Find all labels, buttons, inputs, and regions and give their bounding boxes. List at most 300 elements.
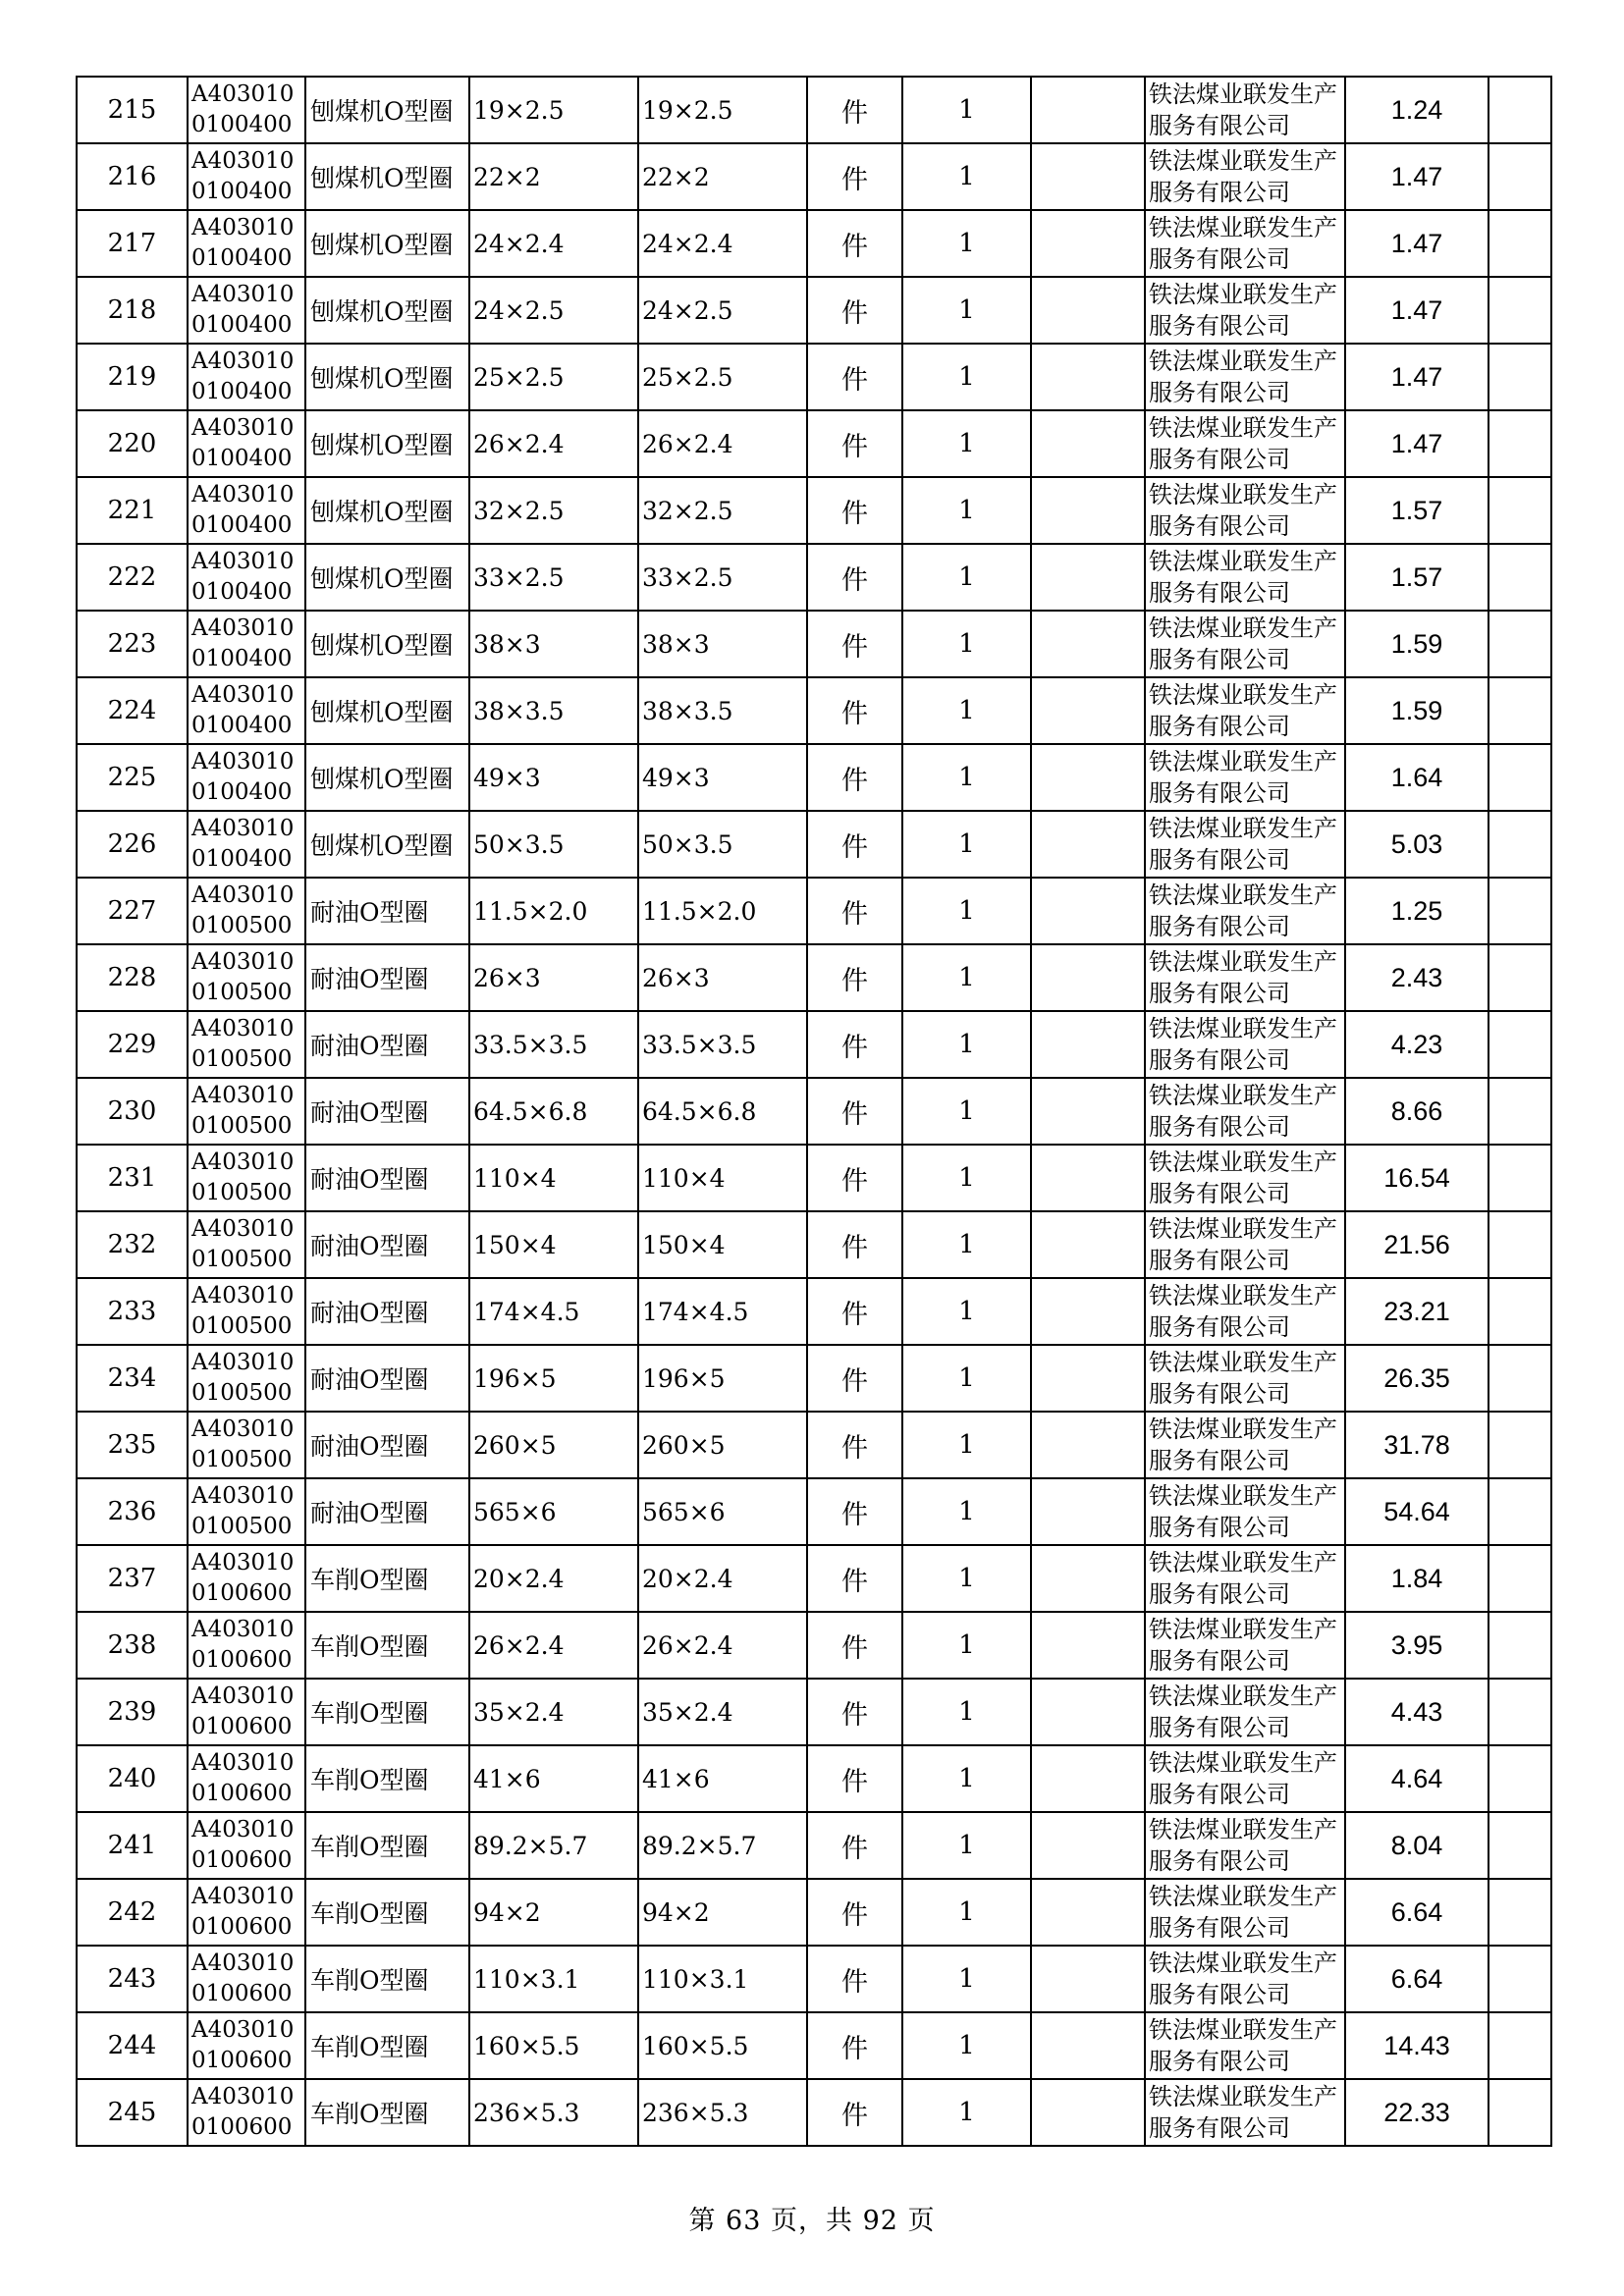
model: 110×3.1 xyxy=(638,1946,807,2012)
row-index: 243 xyxy=(77,1946,188,2012)
empty-cell xyxy=(1031,1745,1145,1812)
material-code: A4030100100400 xyxy=(188,210,305,277)
material-code: A4030100100500 xyxy=(188,1078,305,1145)
remarks-cell xyxy=(1489,1211,1551,1278)
unit: 件 xyxy=(807,277,902,344)
unit-price: 22.33 xyxy=(1345,2079,1489,2146)
quantity: 1 xyxy=(902,410,1031,477)
unit: 件 xyxy=(807,143,902,210)
supplier: 铁法煤业联发生产服务有限公司 xyxy=(1145,1879,1345,1946)
material-code: A4030100100500 xyxy=(188,1345,305,1412)
material-code: A4030100100600 xyxy=(188,2079,305,2146)
remarks-cell xyxy=(1489,1478,1551,1545)
supplier: 铁法煤业联发生产服务有限公司 xyxy=(1145,1612,1345,1679)
unit: 件 xyxy=(807,1078,902,1145)
unit-price: 5.03 xyxy=(1345,811,1489,878)
specification: 22×2 xyxy=(469,143,638,210)
table-row xyxy=(77,544,1551,611)
unit-price: 1.25 xyxy=(1345,878,1489,944)
model: 25×2.5 xyxy=(638,344,807,410)
material-name: 刨煤机O型圈 xyxy=(305,611,469,677)
remarks-cell xyxy=(1489,1078,1551,1145)
table-row xyxy=(77,811,1551,878)
row-index: 233 xyxy=(77,1278,188,1345)
row-index: 245 xyxy=(77,2079,188,2146)
material-name: 耐油O型圈 xyxy=(305,1478,469,1545)
specification: 236×5.3 xyxy=(469,2079,638,2146)
material-code: A4030100100400 xyxy=(188,611,305,677)
model: 50×3.5 xyxy=(638,811,807,878)
unit: 件 xyxy=(807,1345,902,1412)
row-index: 222 xyxy=(77,544,188,611)
quantity: 1 xyxy=(902,1011,1031,1078)
table-row xyxy=(77,277,1551,344)
table-row xyxy=(77,878,1551,944)
material-name: 车削O型圈 xyxy=(305,1812,469,1879)
supplier: 铁法煤业联发生产服务有限公司 xyxy=(1145,1679,1345,1745)
material-name: 车削O型圈 xyxy=(305,2079,469,2146)
quantity: 1 xyxy=(902,677,1031,744)
unit: 件 xyxy=(807,544,902,611)
table-row xyxy=(77,1745,1551,1812)
empty-cell xyxy=(1031,1278,1145,1345)
specification: 33×2.5 xyxy=(469,544,638,611)
material-code: A4030100100400 xyxy=(188,277,305,344)
specification: 49×3 xyxy=(469,744,638,811)
model: 89.2×5.7 xyxy=(638,1812,807,1879)
unit-price: 1.47 xyxy=(1345,344,1489,410)
specification: 19×2.5 xyxy=(469,77,638,143)
model: 20×2.4 xyxy=(638,1545,807,1612)
unit: 件 xyxy=(807,2079,902,2146)
material-code: A4030100100600 xyxy=(188,2012,305,2079)
material-name: 耐油O型圈 xyxy=(305,1011,469,1078)
model: 35×2.4 xyxy=(638,1679,807,1745)
quantity: 1 xyxy=(902,1812,1031,1879)
specification: 11.5×2.0 xyxy=(469,878,638,944)
unit-price: 1.47 xyxy=(1345,277,1489,344)
unit: 件 xyxy=(807,744,902,811)
row-index: 217 xyxy=(77,210,188,277)
remarks-cell xyxy=(1489,477,1551,544)
supplier: 铁法煤业联发生产服务有限公司 xyxy=(1145,477,1345,544)
table-row xyxy=(77,2012,1551,2079)
unit: 件 xyxy=(807,1145,902,1211)
unit-price: 6.64 xyxy=(1345,1879,1489,1946)
model: 24×2.4 xyxy=(638,210,807,277)
empty-cell xyxy=(1031,1812,1145,1879)
supplier: 铁法煤业联发生产服务有限公司 xyxy=(1145,1345,1345,1412)
supplier: 铁法煤业联发生产服务有限公司 xyxy=(1145,1145,1345,1211)
remarks-cell xyxy=(1489,1745,1551,1812)
supplier: 铁法煤业联发生产服务有限公司 xyxy=(1145,277,1345,344)
row-index: 236 xyxy=(77,1478,188,1545)
unit-price: 4.43 xyxy=(1345,1679,1489,1745)
remarks-cell xyxy=(1489,410,1551,477)
specification: 89.2×5.7 xyxy=(469,1812,638,1879)
remarks-cell xyxy=(1489,1946,1551,2012)
empty-cell xyxy=(1031,811,1145,878)
remarks-cell xyxy=(1489,1612,1551,1679)
quantity: 1 xyxy=(902,1679,1031,1745)
material-code: A4030100100500 xyxy=(188,1145,305,1211)
specification: 24×2.4 xyxy=(469,210,638,277)
table-row xyxy=(77,410,1551,477)
specification: 26×2.4 xyxy=(469,1612,638,1679)
material-name: 刨煤机O型圈 xyxy=(305,210,469,277)
unit: 件 xyxy=(807,77,902,143)
material-name: 耐油O型圈 xyxy=(305,1278,469,1345)
unit: 件 xyxy=(807,1812,902,1879)
specification: 174×4.5 xyxy=(469,1278,638,1345)
supplier: 铁法煤业联发生产服务有限公司 xyxy=(1145,1545,1345,1612)
material-name: 耐油O型圈 xyxy=(305,1078,469,1145)
row-index: 241 xyxy=(77,1812,188,1879)
empty-cell xyxy=(1031,2079,1145,2146)
table-row xyxy=(77,1078,1551,1145)
supplier: 铁法煤业联发生产服务有限公司 xyxy=(1145,1412,1345,1478)
quantity: 1 xyxy=(902,1879,1031,1946)
material-name: 耐油O型圈 xyxy=(305,878,469,944)
supplier: 铁法煤业联发生产服务有限公司 xyxy=(1145,2012,1345,2079)
supplier: 铁法煤业联发生产服务有限公司 xyxy=(1145,811,1345,878)
unit-price: 1.47 xyxy=(1345,143,1489,210)
specification: 25×2.5 xyxy=(469,344,638,410)
unit: 件 xyxy=(807,1946,902,2012)
remarks-cell xyxy=(1489,1412,1551,1478)
empty-cell xyxy=(1031,544,1145,611)
material-name: 刨煤机O型圈 xyxy=(305,677,469,744)
table-row xyxy=(77,1545,1551,1612)
empty-cell xyxy=(1031,677,1145,744)
specification: 160×5.5 xyxy=(469,2012,638,2079)
material-name: 刨煤机O型圈 xyxy=(305,277,469,344)
row-index: 227 xyxy=(77,878,188,944)
empty-cell xyxy=(1031,2012,1145,2079)
table-body xyxy=(77,77,1551,2146)
empty-cell xyxy=(1031,744,1145,811)
table-row xyxy=(77,477,1551,544)
quantity: 1 xyxy=(902,2079,1031,2146)
unit: 件 xyxy=(807,1612,902,1679)
row-index: 230 xyxy=(77,1078,188,1145)
material-name: 车削O型圈 xyxy=(305,1879,469,1946)
remarks-cell xyxy=(1489,544,1551,611)
material-code: A4030100100500 xyxy=(188,1011,305,1078)
material-name: 耐油O型圈 xyxy=(305,1211,469,1278)
quantity: 1 xyxy=(902,1946,1031,2012)
row-index: 232 xyxy=(77,1211,188,1278)
unit-price: 1.84 xyxy=(1345,1545,1489,1612)
empty-cell xyxy=(1031,611,1145,677)
supplier: 铁法煤业联发生产服务有限公司 xyxy=(1145,1211,1345,1278)
remarks-cell xyxy=(1489,744,1551,811)
supplier: 铁法煤业联发生产服务有限公司 xyxy=(1145,344,1345,410)
material-name: 车削O型圈 xyxy=(305,2012,469,2079)
model: 22×2 xyxy=(638,143,807,210)
material-code: A4030100100400 xyxy=(188,77,305,143)
unit: 件 xyxy=(807,1412,902,1478)
material-name: 刨煤机O型圈 xyxy=(305,744,469,811)
quantity: 1 xyxy=(902,143,1031,210)
material-name: 车削O型圈 xyxy=(305,1946,469,2012)
table-row xyxy=(77,1812,1551,1879)
unit-price: 1.64 xyxy=(1345,744,1489,811)
remarks-cell xyxy=(1489,1011,1551,1078)
material-name: 耐油O型圈 xyxy=(305,1345,469,1412)
specification: 50×3.5 xyxy=(469,811,638,878)
unit-price: 31.78 xyxy=(1345,1412,1489,1478)
specification: 32×2.5 xyxy=(469,477,638,544)
supplier: 铁法煤业联发生产服务有限公司 xyxy=(1145,1478,1345,1545)
model: 26×3 xyxy=(638,944,807,1011)
unit-price: 54.64 xyxy=(1345,1478,1489,1545)
supplier: 铁法煤业联发生产服务有限公司 xyxy=(1145,1078,1345,1145)
supplier: 铁法煤业联发生产服务有限公司 xyxy=(1145,2079,1345,2146)
table-row xyxy=(77,1278,1551,1345)
table-row xyxy=(77,1478,1551,1545)
material-name: 车削O型圈 xyxy=(305,1679,469,1745)
material-name: 刨煤机O型圈 xyxy=(305,477,469,544)
unit: 件 xyxy=(807,2012,902,2079)
material-name: 刨煤机O型圈 xyxy=(305,143,469,210)
quantity: 1 xyxy=(902,611,1031,677)
material-name: 耐油O型圈 xyxy=(305,944,469,1011)
supplier: 铁法煤业联发生产服务有限公司 xyxy=(1145,611,1345,677)
specification: 94×2 xyxy=(469,1879,638,1946)
specification: 20×2.4 xyxy=(469,1545,638,1612)
specification: 150×4 xyxy=(469,1211,638,1278)
model: 41×6 xyxy=(638,1745,807,1812)
empty-cell xyxy=(1031,1345,1145,1412)
unit-price: 1.47 xyxy=(1345,210,1489,277)
empty-cell xyxy=(1031,1612,1145,1679)
row-index: 231 xyxy=(77,1145,188,1211)
unit: 件 xyxy=(807,811,902,878)
quantity: 1 xyxy=(902,1745,1031,1812)
unit-price: 1.57 xyxy=(1345,477,1489,544)
table-row xyxy=(77,611,1551,677)
table-row xyxy=(77,944,1551,1011)
row-index: 226 xyxy=(77,811,188,878)
material-code: A4030100100500 xyxy=(188,1211,305,1278)
supplier: 铁法煤业联发生产服务有限公司 xyxy=(1145,1745,1345,1812)
row-index: 242 xyxy=(77,1879,188,1946)
quantity: 1 xyxy=(902,1345,1031,1412)
empty-cell xyxy=(1031,1879,1145,1946)
row-index: 228 xyxy=(77,944,188,1011)
remarks-cell xyxy=(1489,344,1551,410)
material-name: 耐油O型圈 xyxy=(305,1412,469,1478)
material-code: A4030100100400 xyxy=(188,344,305,410)
unit: 件 xyxy=(807,210,902,277)
material-name: 车削O型圈 xyxy=(305,1612,469,1679)
quantity: 1 xyxy=(902,210,1031,277)
supplier: 铁法煤业联发生产服务有限公司 xyxy=(1145,944,1345,1011)
page-footer: 第 63 页，共 92 页 xyxy=(688,2206,936,2236)
unit: 件 xyxy=(807,1211,902,1278)
remarks-cell xyxy=(1489,1545,1551,1612)
supplier: 铁法煤业联发生产服务有限公司 xyxy=(1145,1946,1345,2012)
material-name: 车削O型圈 xyxy=(305,1545,469,1612)
material-code: A4030100100600 xyxy=(188,1612,305,1679)
specification: 24×2.5 xyxy=(469,277,638,344)
unit: 件 xyxy=(807,344,902,410)
unit: 件 xyxy=(807,611,902,677)
row-index: 237 xyxy=(77,1545,188,1612)
specification: 33.5×3.5 xyxy=(469,1011,638,1078)
quantity: 1 xyxy=(902,811,1031,878)
row-index: 216 xyxy=(77,143,188,210)
quantity: 1 xyxy=(902,1545,1031,1612)
table-row xyxy=(77,1211,1551,1278)
remarks-cell xyxy=(1489,1278,1551,1345)
unit-price: 4.64 xyxy=(1345,1745,1489,1812)
empty-cell xyxy=(1031,210,1145,277)
material-name: 刨煤机O型圈 xyxy=(305,544,469,611)
model: 236×5.3 xyxy=(638,2079,807,2146)
row-index: 224 xyxy=(77,677,188,744)
table-row xyxy=(77,1345,1551,1412)
material-code: A4030100100500 xyxy=(188,878,305,944)
unit-price: 4.23 xyxy=(1345,1011,1489,1078)
empty-cell xyxy=(1031,944,1145,1011)
supplier: 铁法煤业联发生产服务有限公司 xyxy=(1145,1011,1345,1078)
unit: 件 xyxy=(807,1545,902,1612)
row-index: 240 xyxy=(77,1745,188,1812)
model: 196×5 xyxy=(638,1345,807,1412)
row-index: 215 xyxy=(77,77,188,143)
empty-cell xyxy=(1031,277,1145,344)
unit: 件 xyxy=(807,1478,902,1545)
quantity: 1 xyxy=(902,1278,1031,1345)
model: 160×5.5 xyxy=(638,2012,807,2079)
unit-price: 8.04 xyxy=(1345,1812,1489,1879)
empty-cell xyxy=(1031,1011,1145,1078)
remarks-cell xyxy=(1489,210,1551,277)
row-index: 219 xyxy=(77,344,188,410)
quantity: 1 xyxy=(902,1211,1031,1278)
unit: 件 xyxy=(807,1679,902,1745)
row-index: 244 xyxy=(77,2012,188,2079)
material-code: A4030100100600 xyxy=(188,1679,305,1745)
supplier: 铁法煤业联发生产服务有限公司 xyxy=(1145,544,1345,611)
remarks-cell xyxy=(1489,1345,1551,1412)
empty-cell xyxy=(1031,410,1145,477)
quantity: 1 xyxy=(902,277,1031,344)
remarks-cell xyxy=(1489,1812,1551,1879)
quantity: 1 xyxy=(902,1145,1031,1211)
row-index: 218 xyxy=(77,277,188,344)
model: 565×6 xyxy=(638,1478,807,1545)
table-row xyxy=(77,344,1551,410)
specification: 64.5×6.8 xyxy=(469,1078,638,1145)
table-row xyxy=(77,210,1551,277)
table-row xyxy=(77,1145,1551,1211)
supplier: 铁法煤业联发生产服务有限公司 xyxy=(1145,1812,1345,1879)
empty-cell xyxy=(1031,1412,1145,1478)
material-name: 车削O型圈 xyxy=(305,1745,469,1812)
row-index: 220 xyxy=(77,410,188,477)
remarks-cell xyxy=(1489,944,1551,1011)
unit-price: 14.43 xyxy=(1345,2012,1489,2079)
unit-price: 8.66 xyxy=(1345,1078,1489,1145)
model: 38×3.5 xyxy=(638,677,807,744)
model: 110×4 xyxy=(638,1145,807,1211)
specification: 38×3.5 xyxy=(469,677,638,744)
unit: 件 xyxy=(807,1011,902,1078)
supplier: 铁法煤业联发生产服务有限公司 xyxy=(1145,878,1345,944)
empty-cell xyxy=(1031,1145,1145,1211)
material-code: A4030100100400 xyxy=(188,677,305,744)
remarks-cell xyxy=(1489,811,1551,878)
material-code: A4030100100500 xyxy=(188,1412,305,1478)
remarks-cell xyxy=(1489,2012,1551,2079)
specification: 196×5 xyxy=(469,1345,638,1412)
unit-price: 1.47 xyxy=(1345,410,1489,477)
unit-price: 26.35 xyxy=(1345,1345,1489,1412)
material-name: 刨煤机O型圈 xyxy=(305,344,469,410)
unit-price: 2.43 xyxy=(1345,944,1489,1011)
quantity: 1 xyxy=(902,544,1031,611)
unit: 件 xyxy=(807,677,902,744)
material-code: A4030100100600 xyxy=(188,1745,305,1812)
specification: 110×3.1 xyxy=(469,1946,638,2012)
empty-cell xyxy=(1031,1078,1145,1145)
row-index: 238 xyxy=(77,1612,188,1679)
table-row xyxy=(77,1011,1551,1078)
quantity: 1 xyxy=(902,1412,1031,1478)
remarks-cell xyxy=(1489,277,1551,344)
quantity: 1 xyxy=(902,744,1031,811)
quantity: 1 xyxy=(902,344,1031,410)
table-row xyxy=(77,1679,1551,1745)
supplier: 铁法煤业联发生产服务有限公司 xyxy=(1145,1278,1345,1345)
unit: 件 xyxy=(807,477,902,544)
material-name: 刨煤机O型圈 xyxy=(305,811,469,878)
remarks-cell xyxy=(1489,611,1551,677)
row-index: 229 xyxy=(77,1011,188,1078)
table-row xyxy=(77,744,1551,811)
table-row xyxy=(77,1412,1551,1478)
remarks-cell xyxy=(1489,1679,1551,1745)
empty-cell xyxy=(1031,1478,1145,1545)
model: 49×3 xyxy=(638,744,807,811)
empty-cell xyxy=(1031,143,1145,210)
price-table xyxy=(76,76,1552,2147)
empty-cell xyxy=(1031,1545,1145,1612)
model: 260×5 xyxy=(638,1412,807,1478)
remarks-cell xyxy=(1489,677,1551,744)
table-row xyxy=(77,1879,1551,1946)
specification: 38×3 xyxy=(469,611,638,677)
material-name: 刨煤机O型圈 xyxy=(305,410,469,477)
unit-price: 1.59 xyxy=(1345,611,1489,677)
material-code: A4030100100500 xyxy=(188,1278,305,1345)
model: 32×2.5 xyxy=(638,477,807,544)
material-name: 刨煤机O型圈 xyxy=(305,77,469,143)
row-index: 239 xyxy=(77,1679,188,1745)
supplier: 铁法煤业联发生产服务有限公司 xyxy=(1145,744,1345,811)
model: 26×2.4 xyxy=(638,1612,807,1679)
remarks-cell xyxy=(1489,77,1551,143)
empty-cell xyxy=(1031,344,1145,410)
unit-price: 23.21 xyxy=(1345,1278,1489,1345)
quantity: 1 xyxy=(902,477,1031,544)
empty-cell xyxy=(1031,878,1145,944)
unit: 件 xyxy=(807,1745,902,1812)
remarks-cell xyxy=(1489,143,1551,210)
